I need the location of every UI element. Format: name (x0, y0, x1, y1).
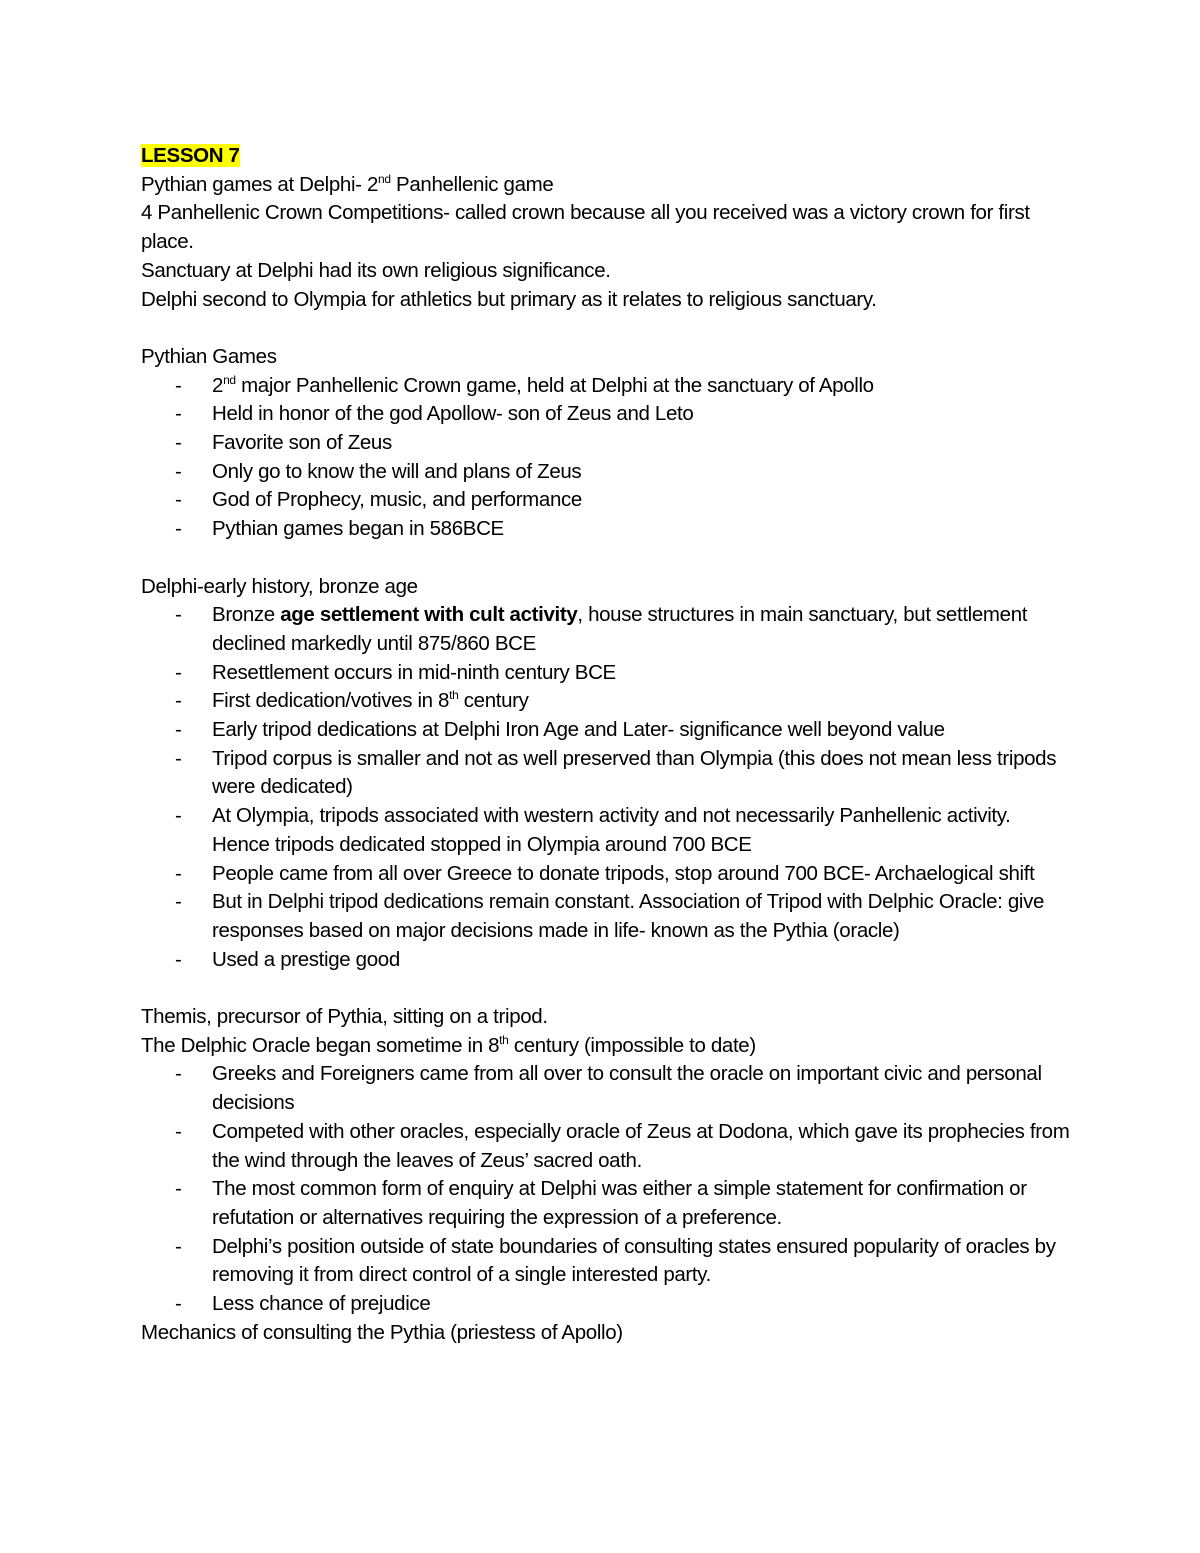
list-item: - Less chance of prejudice (141, 1290, 1071, 1319)
list-item: - Only go to know the will and plans of Zeus (141, 458, 1071, 487)
oracle-list (141, 1060, 1071, 1318)
list-item: - Early tripod dedications at Delphi Iron Age and Later- significance well beyond value (141, 716, 1071, 745)
intro-line-3: Sanctuary at Delphi had its own religious significance. (141, 258, 611, 282)
list-item: - The most common form of enquiry at Delphi was either a simple statement for confirmation or refutation or alternatives requiring the expression of a preference. (141, 1175, 1071, 1232)
list-item: - But in Delphi tripod dedications remain constant. Association of Tripod with Delphic Oracle: give responses based on major decisions made in life- known as the Pythia (oracle) (141, 888, 1071, 945)
pythian-list (141, 372, 1071, 544)
spacer (141, 974, 1071, 1003)
list-item: - Greeks and Foreigners came from all over to consult the oracle on important civic and personal decisions (141, 1060, 1071, 1117)
list-item: - Favorite son of Zeus (141, 429, 1071, 458)
oracle-line-2: The Delphic Oracle began sometime in 8th century (impossible to date) (141, 1032, 756, 1057)
list-item: - First dedication/votives in 8th century (141, 687, 1071, 716)
intro-line-1: Pythian games at Delphi- 2nd Panhellenic game (141, 171, 554, 196)
intro-line-4: Delphi second to Olympia for athletics but primary as it relates to religious sanctuary. (141, 287, 877, 311)
list-item: - 2nd major Panhellenic Crown game, held at Delphi at the sanctuary of Apollo (141, 372, 1071, 401)
list-item: - People came from all over Greece to donate tripods, stop around 700 BCE- Archaelogical shift (141, 860, 1071, 889)
lesson-title: LESSON 7 (141, 144, 240, 167)
list-item: - Delphi’s position outside of state boundaries of consulting states ensured popularity of oracles by removing it from direct control of a single interested party. (141, 1233, 1071, 1290)
spacer (141, 544, 1071, 573)
list-item: - Pythian games began in 586BCE (141, 515, 1071, 544)
list-item: - At Olympia, tripods associated with western activity and not necessarily Panhellenic activity. Hence tripods dedicated stopped in Olympia around 700 BCE (141, 802, 1071, 859)
list-item: - Held in honor of the god Apollow- son of Zeus and Leto (141, 400, 1071, 429)
spacer (141, 314, 1071, 343)
list-item: - Resettlement occurs in mid-ninth century BCE (141, 659, 1071, 688)
oracle-line-1: Themis, precursor of Pythia, sitting on a tripod. (141, 1005, 548, 1029)
list-item: - Bronze age settlement with cult activity, house structures in main sanctuary, but settlement declined markedly until 875/860 BCE (141, 601, 1071, 658)
document-page (141, 142, 1071, 1347)
list-item: - God of Prophecy, music, and performance (141, 486, 1071, 515)
delphi-heading: Delphi-early history, bronze age (141, 574, 418, 598)
list-item: - Used a prestige good (141, 946, 1071, 975)
list-item: - Tripod corpus is smaller and not as well preserved than Olympia (this does not mean less tripods were dedicated) (141, 745, 1071, 802)
list-item: - Competed with other oracles, especially oracle of Zeus at Dodona, which gave its prophecies from the wind through the leaves of Zeus’ sacred oath. (141, 1118, 1071, 1175)
delphi-list (141, 601, 1071, 974)
oracle-closing-line: Mechanics of consulting the Pythia (priestess of Apollo) (141, 1320, 623, 1344)
intro-line-2: 4 Panhellenic Crown Competitions- called crown because all you received was a victory crown for first place. (141, 201, 1030, 254)
pythian-heading: Pythian Games (141, 344, 277, 368)
lesson-title-line (141, 142, 1071, 171)
